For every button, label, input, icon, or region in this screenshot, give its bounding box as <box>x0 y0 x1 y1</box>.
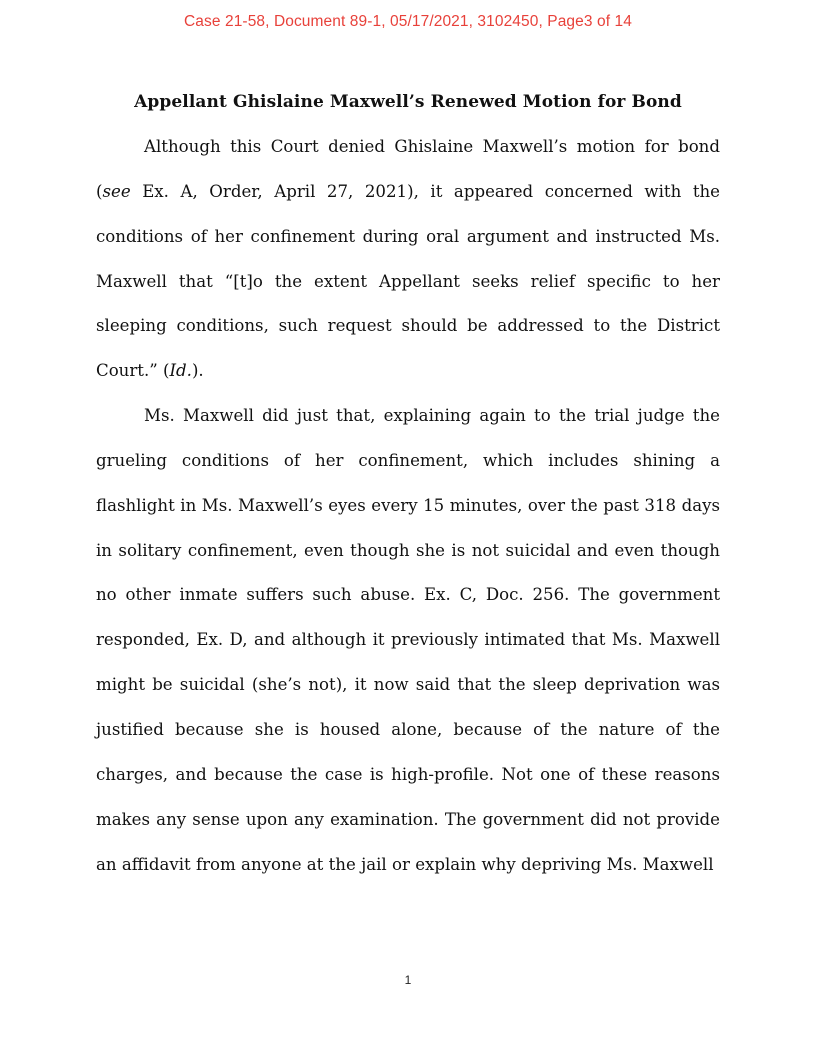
paragraph-1-part-3: ). <box>191 361 204 381</box>
paragraph-1 <box>96 125 720 394</box>
paragraph-1-part-1: Although this Court denied Ghislaine Maxwell’s motion for bond ( <box>96 137 720 201</box>
case-header-stamp: Case 21-58, Document 89-1, 05/17/2021, 3102450, Page3 of 14 <box>184 13 632 30</box>
document-title: Appellant Ghislaine Maxwell’s Renewed Motion for Bond <box>134 92 682 112</box>
paragraph-2: Ms. Maxwell did just that, explaining again to the trial judge the grueling conditions of her confinement, which includes shining a flashlight in Ms. Maxwell’s eyes every 15 minutes, over the past 318 days in solitary confinement, even though she is not suicidal and even though no other inmate suffers such abuse. Ex. C, Doc. 256. The government responded, Ex. D, and although it previously intimated that Ms. Maxwell might be suicidal (she’s not), it now said that the sleep deprivation was justified because she is housed alone, because of the nature of the charges, and because the case is high-profile. Not one of these reasons makes any sense upon any examination. The government did not provide an affidavit from anyone at the jail or explain why depriving Ms. Maxwell <box>96 406 720 874</box>
document-body <box>96 125 720 887</box>
paragraph-1-part-2: Ex. A, Order, April 27, 2021), it appeared concerned with the conditions of her confinement during oral argument and instructed Ms. Maxwell that “[t]o the extent Appellant seeks relief specific to her sleeping conditions, such request should be addressed to the District Court.” ( <box>96 181 720 381</box>
paragraph-1-id-citation: Id. <box>169 361 192 381</box>
paragraph-1-see: see <box>102 181 131 201</box>
page-number: 1 <box>404 973 412 987</box>
